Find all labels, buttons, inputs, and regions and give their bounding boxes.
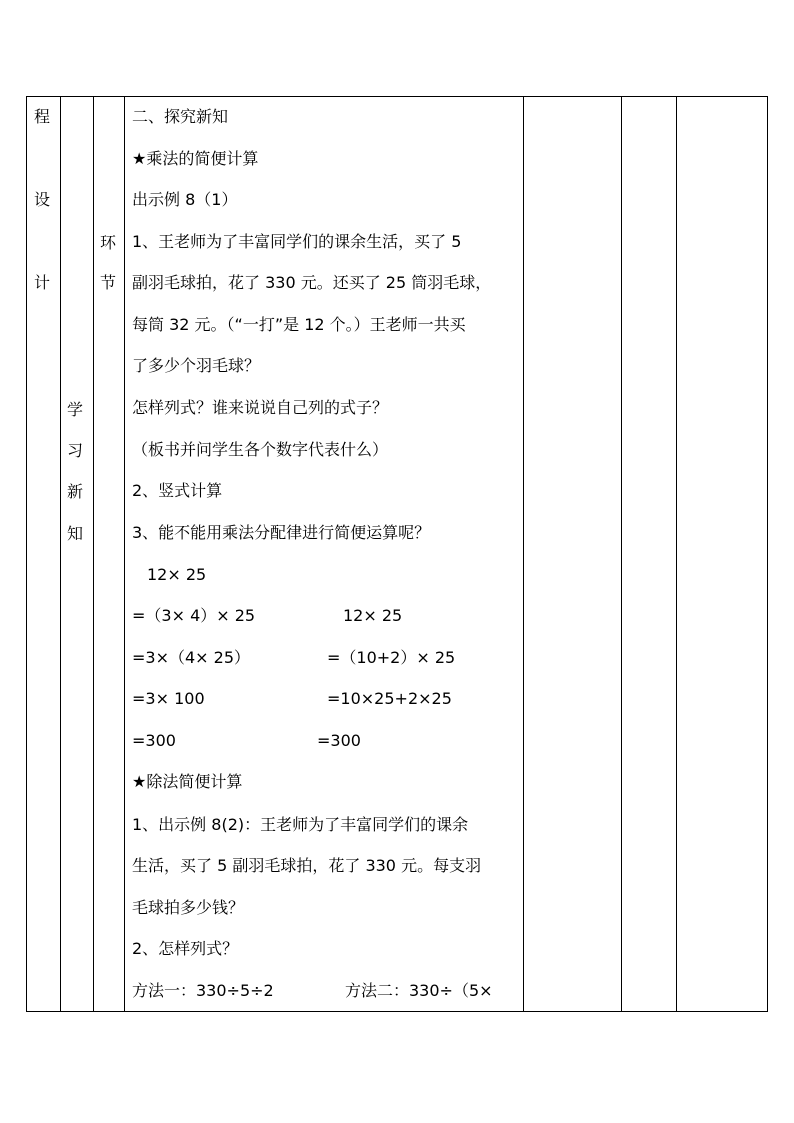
calc-line: =3× 100 [132,689,205,708]
content-line: 1、王老师为了丰富同学们的课余生活，买了 5 [132,232,462,251]
content-line: 方法二：330÷（5× [345,981,493,1000]
calc-line: =（10+2）× 25 [327,648,456,667]
content-line: 3、能不能用乘法分配律进行简便运算呢？ [132,523,431,542]
topic-heading: ★除法简便计算 [132,772,243,791]
table-divider [676,96,677,1012]
content-line: 怎样列式？谁来说说自己列的式子？ [132,398,389,417]
calc-line: =300 [317,731,361,750]
content-line: 1、出示例 8(2)：王老师为了丰富同学们的课余 [132,815,469,834]
calc-line: =10×25+2×25 [327,689,452,708]
stage-label-char: 习 [67,441,84,460]
calc-line: =（3× 4）× 25 [132,606,256,625]
stage-label-char: 学 [67,400,84,419]
table-divider [523,96,524,1012]
stage-label-char: 新 [67,482,84,501]
table-divider [621,96,622,1012]
section-label-char: 设 [34,190,51,209]
step-label-char: 环 [100,233,117,252]
calc-line: =300 [132,731,176,750]
table-divider [124,96,125,1012]
topic-heading: ★乘法的简便计算 [132,149,259,168]
content-line: 每筒 32 元。（“一打”是 12 个。）王老师一共买 [132,315,466,334]
section-label-char: 程 [34,107,51,126]
table-divider [93,96,94,1012]
section-heading: 二、探究新知 [132,107,229,126]
content-line: 生活，买了 5 副羽毛球拍，花了 330 元。每支羽 [132,856,482,875]
content-line: （板书并问学生各个数字代表什么） [132,440,389,459]
table-divider [60,96,61,1012]
content-line: 2、竖式计算 [132,481,223,500]
calc-line: 12× 25 [147,565,207,584]
content-line: 了多少个羽毛球？ [132,356,261,375]
section-label-char: 计 [34,273,51,292]
content-line: 出示例 8（1） [132,190,238,209]
content-line: 副羽毛球拍，花了 330 元。还买了 25 筒羽毛球， [132,273,492,292]
step-label-char: 节 [100,273,117,292]
content-line: 2、怎样列式？ [132,939,239,958]
calc-line: =3×（4× 25） [132,648,251,667]
content-line: 方法一：330÷5÷2 [132,981,274,1000]
content-line: 毛球拍多少钱？ [132,898,245,917]
stage-label-char: 知 [67,524,84,543]
calc-line: 12× 25 [343,606,403,625]
